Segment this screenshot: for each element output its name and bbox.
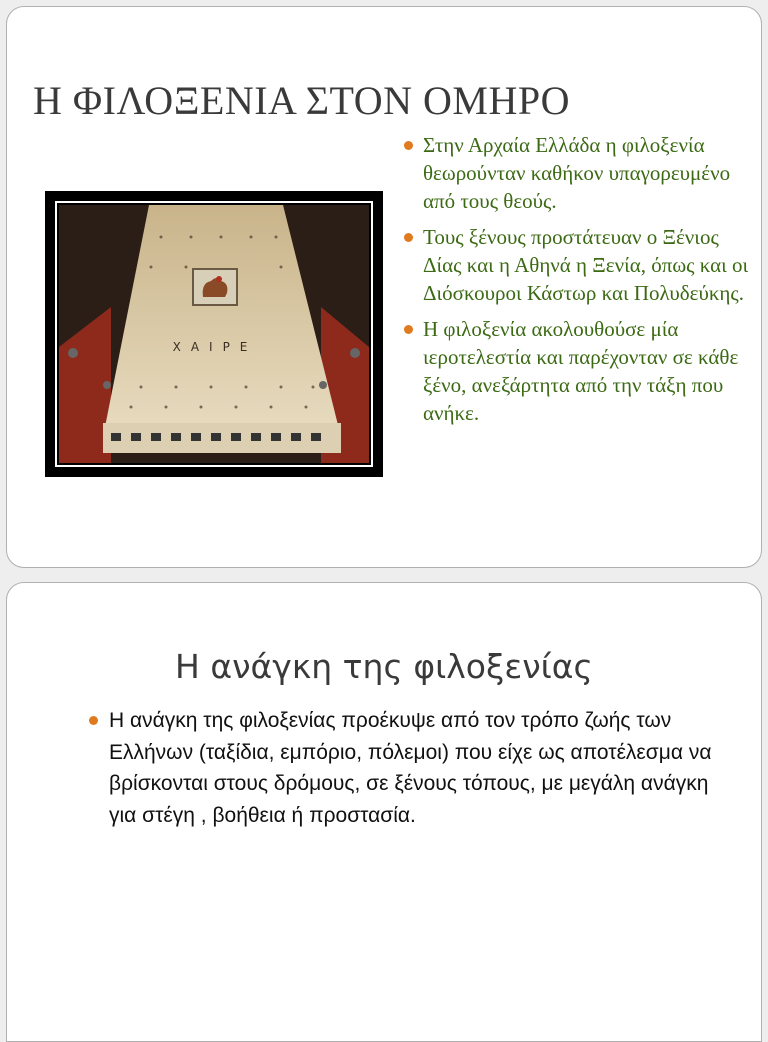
mosaic-floor-image <box>45 191 383 477</box>
slide-1-title: Η ΦΙΛΟΞΕΝΙΑ ΣΤΟΝ ΟΜΗΡΟ <box>33 78 570 123</box>
slide-2-title: Η ανάγκη της φιλοξενίας <box>175 647 593 686</box>
list-item: Η ανάγκη της φιλοξενίας προέκυψε από τον τρόπο ζωής των Ελλήνων (ταξίδια, εμπόριο, πόλεμοι) που είχε ως αποτέλεσμα να βρίσκονται στους δρόμους, σε ξένους τόπους, με μεγάλη ανάγκη για στέγη , βοήθεια ή προστασία. <box>87 705 727 831</box>
list-item: Η φιλοξενία ακολουθούσε μία ιεροτελεστία και παρέχονταν σε κάθε ξένο, ανεξάρτητα από την τάξη που ανήκε. <box>401 315 751 427</box>
mosaic-floor-icon <box>51 197 377 471</box>
mosaic-inscription: ΧΑΙΡΕ <box>172 340 258 354</box>
list-item: Στην Αρχαία Ελλάδα η φιλοξενία θεωρούνταν καθήκον υπαγορευμένο από τους θεούς. <box>401 131 751 215</box>
slide-1 <box>6 6 762 568</box>
list-item: Τους ξένους προστάτευαν ο Ξένιος Δίας και η Αθηνά η Ξενία, όπως και οι Διόσκουροι Κάστωρ και Πολυδεύκης. <box>401 223 751 307</box>
slide-2-bullets <box>87 705 727 831</box>
slide-2 <box>6 582 762 1042</box>
slide-1-bullets <box>401 131 751 435</box>
